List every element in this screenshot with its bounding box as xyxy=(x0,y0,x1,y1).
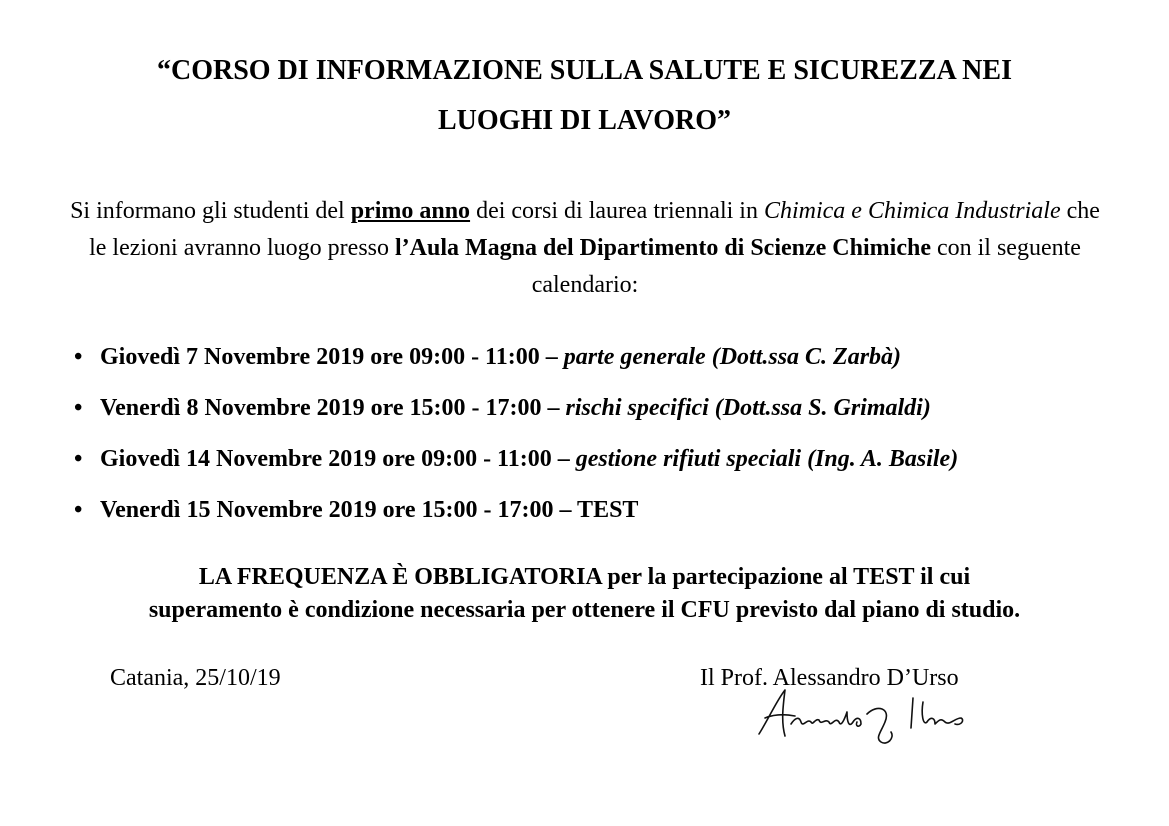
schedule-item xyxy=(74,388,958,439)
bullet-icon: • xyxy=(74,497,83,523)
intro-primo-anno: primo anno xyxy=(350,198,471,224)
attendance-notice xyxy=(0,561,1169,627)
schedule-when: Venerdì 15 Novembre 2019 ore 15:00 - 17:00 – TEST xyxy=(100,497,639,523)
intro-location: l’Aula Magna del Dipartimento di Scienze Chimiche xyxy=(395,235,931,261)
handwritten-signature xyxy=(755,688,1005,748)
intro-text: Si informano gli studenti del xyxy=(70,198,351,224)
notice-line-2: superamento è condizione necessaria per ottenere il CFU previsto dal piano di studio. xyxy=(148,597,1021,623)
place-date: Catania, 25/10/19 xyxy=(110,665,281,691)
schedule-when: Giovedì 7 Novembre 2019 ore 09:00 - 11:00 – xyxy=(100,344,564,370)
notice-line-1: LA FREQUENZA È OBBLIGATORIA per la partecipazione al TEST il cui xyxy=(198,564,971,590)
intro-text: dei corsi di laurea triennali in xyxy=(470,198,764,224)
schedule-topic: parte generale (Dott.ssa C. Zarbà) xyxy=(563,344,902,370)
bullet-icon: • xyxy=(74,395,83,421)
schedule-topic: rischi specifici (Dott.ssa S. Grimaldi) xyxy=(565,395,931,421)
schedule-when: Giovedì 14 Novembre 2019 ore 09:00 - 11:00 – xyxy=(100,446,576,472)
document-title xyxy=(0,46,1169,146)
schedule-item xyxy=(74,337,958,388)
intro-course-name: Chimica e Chimica Industriale xyxy=(763,198,1061,224)
signatory-name: Il Prof. Alessandro D’Urso xyxy=(700,665,959,691)
schedule-list xyxy=(74,337,958,541)
schedule-item xyxy=(74,490,958,541)
intro-text: con il seguente calendario: xyxy=(531,235,1081,298)
schedule-topic: gestione rifiuti speciali (Ing. A. Basile) xyxy=(575,446,959,472)
schedule-item xyxy=(74,439,958,490)
bullet-icon: • xyxy=(74,446,83,472)
intro-paragraph xyxy=(60,193,1110,304)
title-line-2: LUOGHI DI LAVORO” xyxy=(438,105,731,136)
schedule-when: Venerdì 8 Novembre 2019 ore 15:00 - 17:00 – xyxy=(100,395,566,421)
title-line-1: “CORSO DI INFORMAZIONE SULLA SALUTE E SICUREZZA NEI xyxy=(157,55,1012,86)
bullet-icon: • xyxy=(74,344,83,370)
intro-text: che le lezioni avranno luogo presso xyxy=(89,198,1100,261)
